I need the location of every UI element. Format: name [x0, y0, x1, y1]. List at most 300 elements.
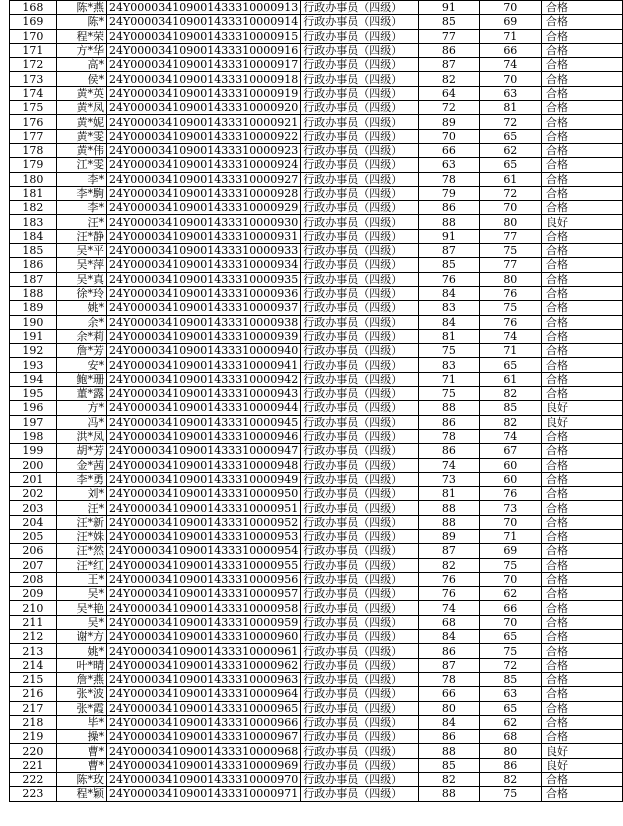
certificate-id-cell: 24Y000034109001433310000955 [107, 558, 301, 572]
result-cell: 合格 [541, 29, 622, 43]
result-cell: 合格 [541, 730, 622, 744]
row-number-cell: 188 [10, 286, 57, 300]
row-number-cell: 206 [10, 544, 57, 558]
certificate-id-cell: 24Y000034109001433310000918 [107, 72, 301, 86]
row-number-cell: 200 [10, 458, 57, 472]
practical-score-cell: 72 [479, 115, 541, 129]
practical-score-cell: 71 [479, 529, 541, 543]
result-cell: 合格 [541, 687, 622, 701]
results-table [9, 0, 623, 802]
practical-score-cell: 70 [479, 72, 541, 86]
result-cell: 良好 [541, 758, 622, 772]
theory-score-cell: 84 [419, 715, 480, 729]
theory-score-cell: 72 [419, 101, 480, 115]
candidate-name-cell: 董*露 [56, 387, 106, 401]
practical-score-cell: 61 [479, 372, 541, 386]
occupation-cell: 行政办事员（四级） [301, 658, 419, 672]
practical-score-cell: 71 [479, 344, 541, 358]
table-row [10, 329, 623, 343]
candidate-name-cell: 黄*伟 [56, 143, 106, 157]
result-cell: 合格 [541, 658, 622, 672]
result-cell: 合格 [541, 301, 622, 315]
occupation-cell: 行政办事员（四级） [301, 415, 419, 429]
occupation-cell: 行政办事员（四级） [301, 558, 419, 572]
occupation-cell: 行政办事员（四级） [301, 215, 419, 229]
candidate-name-cell: 方* [56, 401, 106, 415]
theory-score-cell: 76 [419, 587, 480, 601]
occupation-cell: 行政办事员（四级） [301, 773, 419, 787]
practical-score-cell: 69 [479, 15, 541, 29]
candidate-name-cell: 余*莉 [56, 329, 106, 343]
occupation-cell: 行政办事员（四级） [301, 472, 419, 486]
theory-score-cell: 84 [419, 286, 480, 300]
row-number-cell: 194 [10, 372, 57, 386]
row-number-cell: 192 [10, 344, 57, 358]
table-row [10, 315, 623, 329]
table-row [10, 644, 623, 658]
occupation-cell: 行政办事员（四级） [301, 444, 419, 458]
certificate-id-cell: 24Y000034109001433310000948 [107, 458, 301, 472]
theory-score-cell: 88 [419, 515, 480, 529]
occupation-cell: 行政办事员（四级） [301, 544, 419, 558]
candidate-name-cell: 张*霞 [56, 701, 106, 715]
result-cell: 合格 [541, 587, 622, 601]
occupation-cell: 行政办事员（四级） [301, 730, 419, 744]
theory-score-cell: 82 [419, 773, 480, 787]
theory-score-cell: 86 [419, 415, 480, 429]
result-cell: 合格 [541, 630, 622, 644]
candidate-name-cell: 毕* [56, 715, 106, 729]
candidate-name-cell: 方*华 [56, 43, 106, 57]
theory-score-cell: 81 [419, 487, 480, 501]
row-number-cell: 216 [10, 687, 57, 701]
occupation-cell: 行政办事员（四级） [301, 115, 419, 129]
practical-score-cell: 60 [479, 472, 541, 486]
result-cell: 合格 [541, 101, 622, 115]
candidate-name-cell: 姚* [56, 301, 106, 315]
table-row [10, 744, 623, 758]
table-row [10, 86, 623, 100]
certificate-id-cell: 24Y000034109001433310000937 [107, 301, 301, 315]
result-cell: 合格 [541, 458, 622, 472]
row-number-cell: 169 [10, 15, 57, 29]
practical-score-cell: 61 [479, 172, 541, 186]
practical-score-cell: 82 [479, 387, 541, 401]
theory-score-cell: 75 [419, 387, 480, 401]
theory-score-cell: 73 [419, 472, 480, 486]
certificate-id-cell: 24Y000034109001433310000951 [107, 501, 301, 515]
table-row [10, 415, 623, 429]
occupation-cell: 行政办事员（四级） [301, 630, 419, 644]
certificate-id-cell: 24Y000034109001433310000944 [107, 401, 301, 415]
result-cell: 合格 [541, 201, 622, 215]
result-cell: 合格 [541, 558, 622, 572]
result-cell: 合格 [541, 672, 622, 686]
theory-score-cell: 74 [419, 458, 480, 472]
result-cell: 合格 [541, 773, 622, 787]
table-row [10, 715, 623, 729]
candidate-name-cell: 汪* [56, 215, 106, 229]
occupation-cell: 行政办事员（四级） [301, 672, 419, 686]
theory-score-cell: 84 [419, 315, 480, 329]
occupation-cell: 行政办事员（四级） [301, 315, 419, 329]
practical-score-cell: 63 [479, 86, 541, 100]
theory-score-cell: 85 [419, 258, 480, 272]
result-cell: 合格 [541, 701, 622, 715]
table-row [10, 544, 623, 558]
certificate-id-cell: 24Y000034109001433310000922 [107, 129, 301, 143]
certificate-id-cell: 24Y000034109001433310000929 [107, 201, 301, 215]
row-number-cell: 181 [10, 186, 57, 200]
table-row [10, 701, 623, 715]
row-number-cell: 170 [10, 29, 57, 43]
practical-score-cell: 65 [479, 630, 541, 644]
occupation-cell: 行政办事员（四级） [301, 372, 419, 386]
occupation-cell: 行政办事员（四级） [301, 286, 419, 300]
row-number-cell: 185 [10, 244, 57, 258]
practical-score-cell: 71 [479, 29, 541, 43]
practical-score-cell: 75 [479, 244, 541, 258]
result-cell: 良好 [541, 401, 622, 415]
row-number-cell: 213 [10, 644, 57, 658]
theory-score-cell: 86 [419, 201, 480, 215]
theory-score-cell: 91 [419, 229, 480, 243]
table-row [10, 429, 623, 443]
table-row [10, 558, 623, 572]
result-cell: 合格 [541, 344, 622, 358]
practical-score-cell: 65 [479, 358, 541, 372]
practical-score-cell: 77 [479, 229, 541, 243]
candidate-name-cell: 李*駒 [56, 186, 106, 200]
result-cell: 合格 [541, 372, 622, 386]
result-cell: 合格 [541, 158, 622, 172]
occupation-cell: 行政办事员（四级） [301, 401, 419, 415]
practical-score-cell: 76 [479, 315, 541, 329]
result-cell: 合格 [541, 501, 622, 515]
table-row [10, 58, 623, 72]
practical-score-cell: 68 [479, 730, 541, 744]
theory-score-cell: 88 [419, 744, 480, 758]
occupation-cell: 行政办事员（四级） [301, 687, 419, 701]
theory-score-cell: 89 [419, 529, 480, 543]
row-number-cell: 215 [10, 672, 57, 686]
occupation-cell: 行政办事员（四级） [301, 601, 419, 615]
result-cell: 良好 [541, 215, 622, 229]
result-cell: 合格 [541, 787, 622, 801]
theory-score-cell: 68 [419, 615, 480, 629]
row-number-cell: 196 [10, 401, 57, 415]
practical-score-cell: 65 [479, 701, 541, 715]
practical-score-cell: 74 [479, 58, 541, 72]
row-number-cell: 219 [10, 730, 57, 744]
result-cell: 合格 [541, 244, 622, 258]
candidate-name-cell: 李* [56, 201, 106, 215]
table-row [10, 372, 623, 386]
candidate-name-cell: 鲍*珊 [56, 372, 106, 386]
result-cell: 合格 [541, 286, 622, 300]
occupation-cell: 行政办事员（四级） [301, 301, 419, 315]
row-number-cell: 190 [10, 315, 57, 329]
theory-score-cell: 87 [419, 544, 480, 558]
result-cell: 合格 [541, 43, 622, 57]
row-number-cell: 191 [10, 329, 57, 343]
theory-score-cell: 88 [419, 787, 480, 801]
certificate-id-cell: 24Y000034109001433310000942 [107, 372, 301, 386]
practical-score-cell: 80 [479, 215, 541, 229]
candidate-name-cell: 金*茜 [56, 458, 106, 472]
theory-score-cell: 87 [419, 58, 480, 72]
certificate-id-cell: 24Y000034109001433310000953 [107, 529, 301, 543]
certificate-id-cell: 24Y000034109001433310000960 [107, 630, 301, 644]
table-row [10, 15, 623, 29]
certificate-id-cell: 24Y000034109001433310000916 [107, 43, 301, 57]
row-number-cell: 210 [10, 601, 57, 615]
candidate-name-cell: 洪*凤 [56, 429, 106, 443]
row-number-cell: 171 [10, 43, 57, 57]
row-number-cell: 174 [10, 86, 57, 100]
result-cell: 合格 [541, 86, 622, 100]
theory-score-cell: 76 [419, 572, 480, 586]
occupation-cell: 行政办事员（四级） [301, 201, 419, 215]
candidate-name-cell: 陈* [56, 15, 106, 29]
theory-score-cell: 87 [419, 658, 480, 672]
theory-score-cell: 78 [419, 172, 480, 186]
certificate-id-cell: 24Y000034109001433310000938 [107, 315, 301, 329]
candidate-name-cell: 高* [56, 58, 106, 72]
certificate-id-cell: 24Y000034109001433310000946 [107, 429, 301, 443]
candidate-name-cell: 曹* [56, 758, 106, 772]
row-number-cell: 175 [10, 101, 57, 115]
candidate-name-cell: 吴* [56, 615, 106, 629]
certificate-id-cell: 24Y000034109001433310000936 [107, 286, 301, 300]
certificate-id-cell: 24Y000034109001433310000967 [107, 730, 301, 744]
row-number-cell: 177 [10, 129, 57, 143]
row-number-cell: 186 [10, 258, 57, 272]
certificate-id-cell: 24Y000034109001433310000963 [107, 672, 301, 686]
table-row [10, 172, 623, 186]
practical-score-cell: 82 [479, 773, 541, 787]
occupation-cell: 行政办事员（四级） [301, 329, 419, 343]
practical-score-cell: 80 [479, 272, 541, 286]
result-cell: 良好 [541, 415, 622, 429]
practical-score-cell: 72 [479, 658, 541, 672]
table-row [10, 687, 623, 701]
result-cell: 合格 [541, 472, 622, 486]
result-cell: 合格 [541, 115, 622, 129]
row-number-cell: 179 [10, 158, 57, 172]
theory-score-cell: 71 [419, 372, 480, 386]
row-number-cell: 189 [10, 301, 57, 315]
result-cell: 合格 [541, 444, 622, 458]
occupation-cell: 行政办事员（四级） [301, 787, 419, 801]
candidate-name-cell: 曹* [56, 744, 106, 758]
result-cell: 合格 [541, 429, 622, 443]
row-number-cell: 168 [10, 1, 57, 15]
candidate-name-cell: 吴* [56, 587, 106, 601]
candidate-name-cell: 叶*晴 [56, 658, 106, 672]
result-cell: 良好 [541, 744, 622, 758]
candidate-name-cell: 刘* [56, 487, 106, 501]
theory-score-cell: 78 [419, 672, 480, 686]
practical-score-cell: 62 [479, 715, 541, 729]
practical-score-cell: 70 [479, 572, 541, 586]
certificate-id-cell: 24Y000034109001433310000957 [107, 587, 301, 601]
table-row [10, 158, 623, 172]
certificate-id-cell: 24Y000034109001433310000954 [107, 544, 301, 558]
practical-score-cell: 60 [479, 458, 541, 472]
certificate-id-cell: 24Y000034109001433310000917 [107, 58, 301, 72]
row-number-cell: 193 [10, 358, 57, 372]
theory-score-cell: 78 [419, 429, 480, 443]
certificate-id-cell: 24Y000034109001433310000970 [107, 773, 301, 787]
row-number-cell: 205 [10, 529, 57, 543]
table-row [10, 387, 623, 401]
table-row [10, 186, 623, 200]
table-row [10, 529, 623, 543]
practical-score-cell: 74 [479, 429, 541, 443]
theory-score-cell: 85 [419, 758, 480, 772]
row-number-cell: 220 [10, 744, 57, 758]
practical-score-cell: 70 [479, 615, 541, 629]
occupation-cell: 行政办事员（四级） [301, 487, 419, 501]
candidate-name-cell: 谢*方 [56, 630, 106, 644]
theory-score-cell: 86 [419, 730, 480, 744]
theory-score-cell: 64 [419, 86, 480, 100]
candidate-name-cell: 李*勇 [56, 472, 106, 486]
occupation-cell: 行政办事员（四级） [301, 1, 419, 15]
table-row [10, 72, 623, 86]
candidate-name-cell: 侯* [56, 72, 106, 86]
practical-score-cell: 70 [479, 1, 541, 15]
table-row [10, 773, 623, 787]
practical-score-cell: 72 [479, 186, 541, 200]
practical-score-cell: 76 [479, 286, 541, 300]
practical-score-cell: 81 [479, 101, 541, 115]
practical-score-cell: 67 [479, 444, 541, 458]
table-row [10, 615, 623, 629]
table-row [10, 601, 623, 615]
candidate-name-cell: 冯* [56, 415, 106, 429]
theory-score-cell: 79 [419, 186, 480, 200]
theory-score-cell: 85 [419, 15, 480, 29]
certificate-id-cell: 24Y000034109001433310000962 [107, 658, 301, 672]
result-cell: 合格 [541, 315, 622, 329]
result-cell: 合格 [541, 143, 622, 157]
table-row [10, 1, 623, 15]
certificate-id-cell: 24Y000034109001433310000965 [107, 701, 301, 715]
practical-score-cell: 75 [479, 301, 541, 315]
row-number-cell: 198 [10, 429, 57, 443]
practical-score-cell: 75 [479, 558, 541, 572]
results-table-body [10, 1, 623, 802]
theory-score-cell: 66 [419, 143, 480, 157]
candidate-name-cell: 汪*然 [56, 544, 106, 558]
candidate-name-cell: 余* [56, 315, 106, 329]
certificate-id-cell: 24Y000034109001433310000950 [107, 487, 301, 501]
candidate-name-cell: 吴*艳 [56, 601, 106, 615]
certificate-id-cell: 24Y000034109001433310000969 [107, 758, 301, 772]
candidate-name-cell: 吴*真 [56, 272, 106, 286]
row-number-cell: 203 [10, 501, 57, 515]
theory-score-cell: 91 [419, 1, 480, 15]
row-number-cell: 212 [10, 630, 57, 644]
result-cell: 合格 [541, 172, 622, 186]
occupation-cell: 行政办事员（四级） [301, 529, 419, 543]
candidate-name-cell: 操* [56, 730, 106, 744]
table-row [10, 672, 623, 686]
result-cell: 合格 [541, 601, 622, 615]
practical-score-cell: 65 [479, 129, 541, 143]
table-row [10, 29, 623, 43]
table-row [10, 487, 623, 501]
certificate-id-cell: 24Y000034109001433310000940 [107, 344, 301, 358]
result-cell: 合格 [541, 229, 622, 243]
row-number-cell: 199 [10, 444, 57, 458]
occupation-cell: 行政办事员（四级） [301, 429, 419, 443]
candidate-name-cell: 汪*姝 [56, 529, 106, 543]
candidate-name-cell: 黄*妮 [56, 115, 106, 129]
certificate-id-cell: 24Y000034109001433310000924 [107, 158, 301, 172]
table-row [10, 658, 623, 672]
table-row [10, 444, 623, 458]
occupation-cell: 行政办事员（四级） [301, 29, 419, 43]
occupation-cell: 行政办事员（四级） [301, 143, 419, 157]
row-number-cell: 201 [10, 472, 57, 486]
certificate-id-cell: 24Y000034109001433310000915 [107, 29, 301, 43]
candidate-name-cell: 程*颖 [56, 787, 106, 801]
result-cell: 合格 [541, 258, 622, 272]
certificate-id-cell: 24Y000034109001433310000930 [107, 215, 301, 229]
row-number-cell: 180 [10, 172, 57, 186]
occupation-cell: 行政办事员（四级） [301, 186, 419, 200]
table-row [10, 458, 623, 472]
theory-score-cell: 86 [419, 43, 480, 57]
table-row [10, 344, 623, 358]
result-cell: 合格 [541, 572, 622, 586]
table-row [10, 229, 623, 243]
certificate-id-cell: 24Y000034109001433310000956 [107, 572, 301, 586]
row-number-cell: 211 [10, 615, 57, 629]
occupation-cell: 行政办事员（四级） [301, 158, 419, 172]
candidate-name-cell: 吴*萍 [56, 258, 106, 272]
theory-score-cell: 63 [419, 158, 480, 172]
occupation-cell: 行政办事员（四级） [301, 172, 419, 186]
row-number-cell: 217 [10, 701, 57, 715]
result-cell: 合格 [541, 644, 622, 658]
candidate-name-cell: 汪* [56, 501, 106, 515]
result-cell: 合格 [541, 387, 622, 401]
occupation-cell: 行政办事员（四级） [301, 701, 419, 715]
practical-score-cell: 73 [479, 501, 541, 515]
table-row [10, 472, 623, 486]
occupation-cell: 行政办事员（四级） [301, 587, 419, 601]
row-number-cell: 208 [10, 572, 57, 586]
table-row [10, 143, 623, 157]
practical-score-cell: 70 [479, 515, 541, 529]
result-cell: 合格 [541, 544, 622, 558]
result-cell: 合格 [541, 72, 622, 86]
practical-score-cell: 62 [479, 143, 541, 157]
occupation-cell: 行政办事员（四级） [301, 744, 419, 758]
certificate-id-cell: 24Y000034109001433310000919 [107, 86, 301, 100]
practical-score-cell: 66 [479, 601, 541, 615]
certificate-id-cell: 24Y000034109001433310000966 [107, 715, 301, 729]
certificate-id-cell: 24Y000034109001433310000914 [107, 15, 301, 29]
table-row [10, 286, 623, 300]
row-number-cell: 209 [10, 587, 57, 601]
occupation-cell: 行政办事员（四级） [301, 358, 419, 372]
occupation-cell: 行政办事员（四级） [301, 272, 419, 286]
